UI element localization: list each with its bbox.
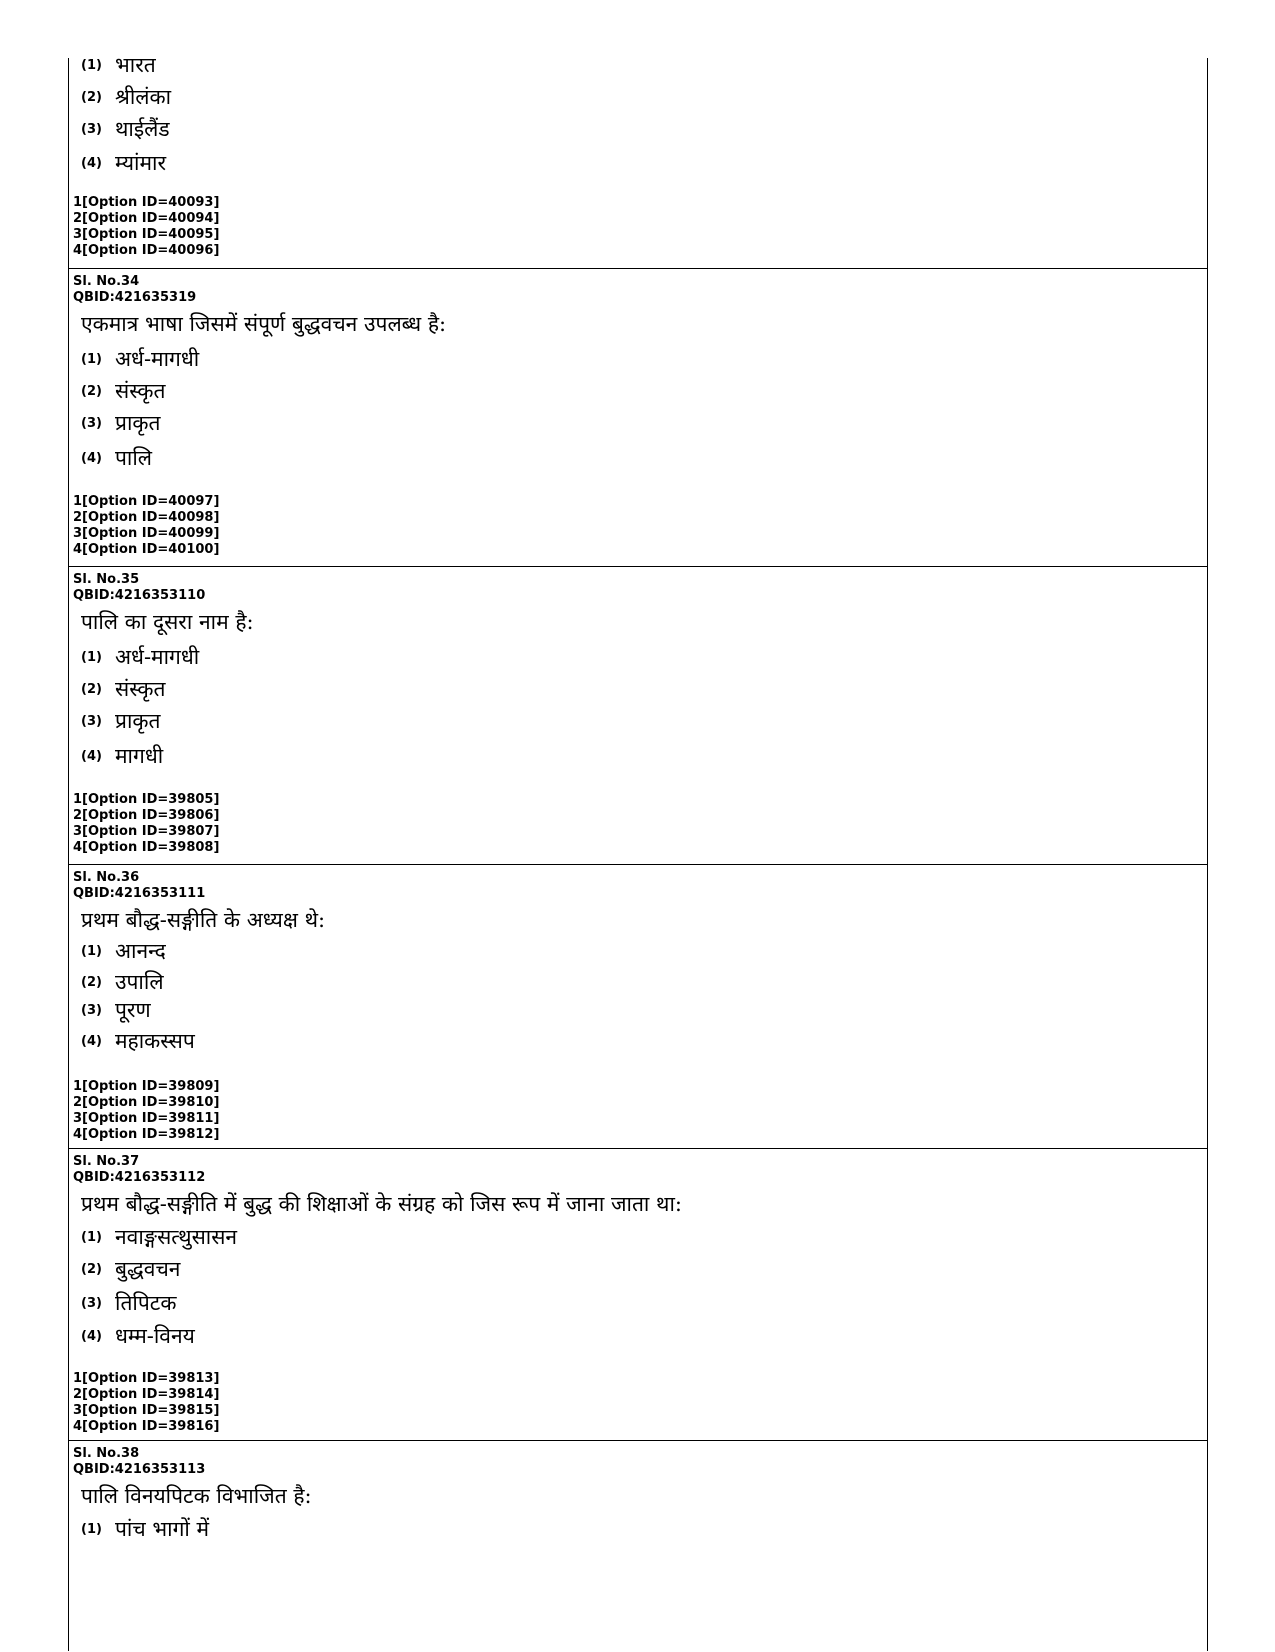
qbid: QBID:4216353113 <box>73 1462 206 1477</box>
option-2: (2) संस्कृत <box>81 379 166 403</box>
question-text: पालि का दूसरा नाम है: <box>81 610 254 634</box>
option-id-list: 1[Option ID=39813] 2[Option ID=39814] 3[Option ID=39815] 4[Option ID=39816] <box>73 1371 220 1434</box>
question-block-35 <box>69 566 1207 865</box>
question-text: पालि विनयपिटक विभाजित है: <box>81 1484 312 1508</box>
serial-number: Sl. No.36 <box>73 870 140 885</box>
option-3: (3) प्राकृत <box>81 411 161 435</box>
serial-number: Sl. No.38 <box>73 1446 140 1461</box>
option-4: (4) महाकस्सप <box>81 1029 195 1053</box>
qbid: QBID:4216353111 <box>73 886 206 901</box>
option-2: (2) उपालि <box>81 970 164 994</box>
option-1: (1) पांच भागों में <box>81 1517 210 1541</box>
question-block-38 <box>69 1440 1207 1652</box>
option-2: (2) संस्कृत <box>81 677 166 701</box>
qbid: QBID:4216353110 <box>73 588 206 603</box>
option-4: (4) धम्म-विनय <box>81 1324 195 1348</box>
option-1: (1) आनन्द <box>81 939 166 963</box>
serial-number: Sl. No.35 <box>73 572 140 587</box>
option-4: (4) म्यांमार <box>81 151 167 175</box>
question-text: प्रथम बौद्ध-सङ्गीति में बुद्ध की शिक्षाओं के संग्रह को जिस रूप में जाना जाता था: <box>81 1192 682 1216</box>
option-4: (4) मागधी <box>81 744 164 768</box>
option-3: (3) प्राकृत <box>81 709 161 733</box>
question-block-34 <box>69 268 1207 567</box>
option-1: (1) भारत <box>81 53 156 77</box>
serial-number: Sl. No.34 <box>73 274 140 289</box>
option-1: (1) नवाङ्गसत्थुसासन <box>81 1225 238 1249</box>
option-2: (2) श्रीलंका <box>81 85 172 109</box>
option-id-list: 1[Option ID=39809] 2[Option ID=39810] 3[Option ID=39811] 4[Option ID=39812] <box>73 1079 220 1142</box>
option-3: (3) पूरण <box>81 998 151 1022</box>
option-id-list: 1[Option ID=39805] 2[Option ID=39806] 3[Option ID=39807] 4[Option ID=39808] <box>73 792 220 855</box>
option-3: (3) तिपिटक <box>81 1291 177 1315</box>
question-text: एकमात्र भाषा जिसमें संपूर्ण बुद्धवचन उपलब्ध है: <box>81 312 447 336</box>
qbid: QBID:4216353112 <box>73 1170 206 1185</box>
question-block-37 <box>69 1148 1207 1441</box>
option-4: (4) पालि <box>81 446 153 470</box>
question-paper-sheet <box>68 53 1208 1651</box>
option-1: (1) अर्ध-मागधी <box>81 347 200 371</box>
question-block-33-continued <box>69 53 1207 268</box>
question-text: प्रथम बौद्ध-सङ्गीति के अध्यक्ष थे: <box>81 908 326 932</box>
qbid: QBID:421635319 <box>73 290 197 305</box>
option-id-list: 1[Option ID=40093] 2[Option ID=40094] 3[Option ID=40095] 4[Option ID=40096] <box>73 195 220 258</box>
question-block-36 <box>69 864 1207 1149</box>
option-id-list: 1[Option ID=40097] 2[Option ID=40098] 3[Option ID=40099] 4[Option ID=40100] <box>73 494 220 557</box>
option-3: (3) थाईलैंड <box>81 117 170 141</box>
option-1: (1) अर्ध-मागधी <box>81 645 200 669</box>
serial-number: Sl. No.37 <box>73 1154 140 1169</box>
option-2: (2) बुद्धवचन <box>81 1257 181 1281</box>
